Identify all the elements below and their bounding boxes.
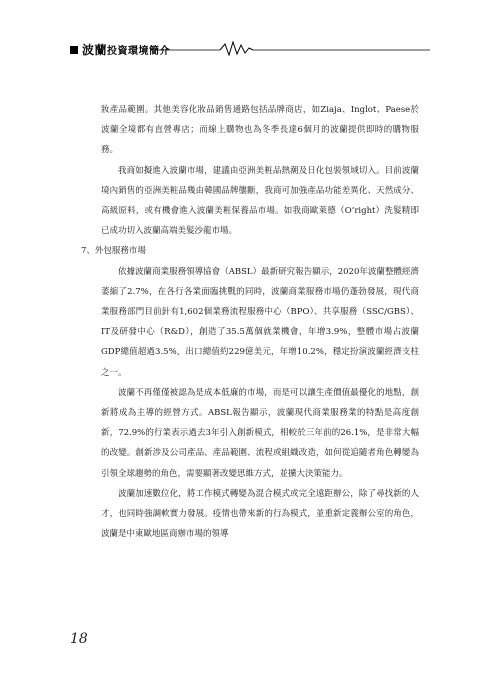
- paragraph-4: 波蘭不再僅僅被認為是成本低廉的市場，而是可以讓生產價值最優化的地點，創新將成為主導的經營方式。ABSL報告顯示，波蘭現代商業服務業的特點是高度創新，72.9%的行業表示過去3年引入創新模式，相較於三年前的26.1%，是非常大幅的改變。創新涉及公司產品、產品範圍、流程或組織改造，如何從追隨者角色轉變為引領全球趨勢的角色，需要顯著改變思維方式，並擴大決策能力。: [101, 387, 419, 479]
- body-text: [81, 100, 419, 544]
- page-number: 18: [70, 631, 88, 647]
- header-title: 波蘭投資環境簡介: [82, 43, 171, 57]
- running-header: [70, 40, 430, 56]
- section-heading: 7、外包服務市場: [81, 246, 146, 257]
- paragraph-5: 波蘭加速數位化，將工作模式轉變為混合模式或完全遠距辦公，除了尋找新的人才，也同時強調軟實力發展。疫情也帶來新的行為模式，並重新定義辦公室的角色，波蘭是中東歐地區商辦市場的領導: [101, 488, 419, 540]
- paragraph-3: 依據波蘭商業服務領導協會（ABSL）最新研究報告顯示，2020年波蘭整體經濟萎縮了2.7%，在各行各業面臨挑戰的同時，波蘭商業服務市場仍蓬勃發展，現代商業服務部門目前針有1,602個業務流程服務中心（BPO）、共享服務（SSC/GBS）、IT及研發中心（R&D），創造了35.5萬個就業機會，年增3.9%，整體市場占波蘭GDP總值超過3.5%，出口總值約229億美元，年增10.2%，穩定扮演波蘭經濟支柱之一。: [101, 266, 419, 378]
- paragraph-1: 妝產品範圍。其他美容化妝品銷售通路包括品牌商店，如Ziaja、Inglot、Paese於波蘭全境都有直營專店；而線上購物也為冬季長達6個月的波蘭提供即時的購物服務。: [101, 105, 419, 156]
- paragraph-2: 我商如擬進入波蘭市場，建議由亞洲美粧品熱潮及日化包裝領域切入。目前波蘭境內銷售的亞洲美粧品幾由韓國品牌壟斷，我商可加強產品功能差異化、天然成分、高級原料，或有機會進入波蘭美粧保養品市場。如我商歐萊德（O’right）洗髮精即已成功切入波蘭高端美髮沙龍市場。: [101, 165, 419, 237]
